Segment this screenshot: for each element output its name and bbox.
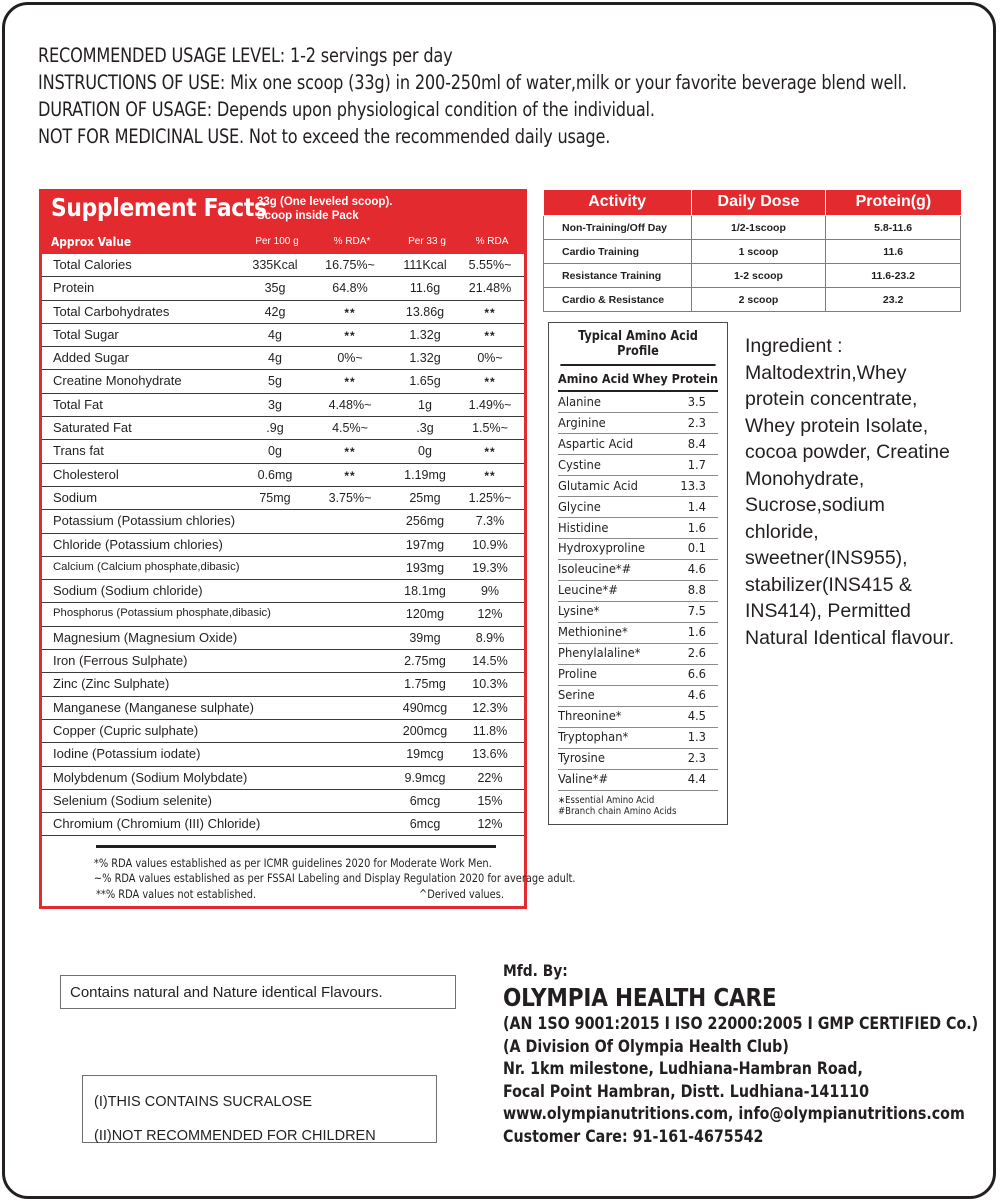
activity-cell-dose: 1-2 scoop — [691, 264, 826, 288]
table-row — [42, 650, 524, 673]
nutrient-value-col4: 1.49%~ — [468, 397, 512, 412]
table-row — [544, 264, 961, 288]
amino-acid-name: Glycine — [558, 499, 601, 515]
nutrient-value-col4: 15% — [477, 793, 503, 808]
footnote-fssai: ~% RDA values established as per FSSAI Labeling and Display Regulation 2020 for average adult. — [93, 871, 576, 885]
serving-size-line1: 33g (One leveled scoop). — [257, 196, 393, 208]
table-row — [42, 277, 524, 300]
nutrient-name: Sodium — [53, 489, 98, 505]
table-row — [42, 324, 524, 347]
table-row — [544, 240, 961, 264]
table-row — [42, 720, 524, 743]
footnote-derived: ^Derived values. — [418, 886, 504, 901]
nutrient-value-col3: 18.1mg — [404, 584, 446, 599]
activity-header-activity: Activity — [544, 190, 692, 216]
nutrient-value-col4: ** — [484, 375, 496, 390]
nutrient-value-col4: 13.6% — [472, 747, 508, 762]
nutrient-value-col3: 19mcg — [406, 747, 444, 762]
nutrient-value-col1: 75mg — [259, 490, 291, 505]
amino-acid-profile-panel — [548, 322, 728, 825]
nutrient-value-col4: 12% — [477, 607, 503, 622]
nutrient-name: Creatine Monohydrate — [53, 373, 182, 389]
amino-acid-name: Lysine* — [558, 604, 600, 620]
nutrient-value-col3: 1g — [418, 397, 432, 412]
supplement-facts-column-headers — [42, 234, 524, 252]
amino-acid-value: 1.6 — [687, 520, 706, 536]
amino-acid-value: 4.6 — [687, 562, 706, 578]
nutrient-value-col4: 1.5%~ — [472, 421, 508, 436]
footnote-icmr: *% RDA values established as per ICMR guidelines 2020 for Moderate Work Men. — [93, 855, 492, 870]
table-row — [42, 464, 524, 487]
nutrient-name: Cholesterol — [53, 466, 119, 482]
usage-line-medicinal: NOT FOR MEDICINAL USE. Not to exceed the recommended daily usage. — [38, 125, 611, 148]
activity-cell-protein: 11.6-23.2 — [826, 264, 961, 288]
nutrient-value-col3: 9.9mcg — [404, 770, 446, 785]
activity-dosage-table — [543, 189, 961, 312]
manufactured-by-label: Mfd. By: — [503, 961, 568, 980]
nutrient-value-col1: 4g — [268, 327, 282, 342]
table-row — [42, 673, 524, 696]
nutrient-value-col4: 7.3% — [475, 514, 505, 529]
amino-acid-name: Glutamic Acid — [558, 478, 638, 494]
amino-acid-name: Hydroxyproline — [558, 541, 646, 557]
list-item — [558, 392, 718, 413]
nutrient-value-col2: ** — [344, 445, 356, 460]
nutrient-value-col3: 0g — [418, 444, 432, 459]
supplement-facts-header — [42, 192, 524, 254]
amino-acid-rows — [558, 392, 718, 791]
nutrient-name: Sodium (Sodium chloride) — [53, 583, 203, 599]
nutrient-value-col3: 6mcg — [409, 793, 441, 808]
nutrient-value-col2: 3.75%~ — [328, 490, 372, 505]
nutrient-value-col3: 256mg — [405, 514, 445, 529]
table-row — [42, 301, 524, 324]
approx-value-label: Approx Value — [51, 234, 132, 249]
activity-header-daily-dose: Daily Dose — [691, 190, 826, 216]
nutrient-value-col4: 8.9% — [475, 630, 505, 645]
amino-acid-name: Isoleucine*# — [558, 562, 632, 578]
table-row — [42, 510, 524, 533]
amino-profile-title: Typical Amino Acid Profile — [560, 329, 715, 366]
nutrient-value-col3: 13.86g — [405, 304, 445, 319]
nutrient-name: Total Calories — [53, 257, 132, 272]
column-header-per-100g: Per 100 g — [255, 236, 299, 247]
amino-acid-value: 4.6 — [687, 688, 706, 704]
list-item — [558, 770, 718, 791]
nutrient-name: Total Fat — [53, 396, 103, 412]
nutrient-value-col3: .3g — [416, 421, 434, 436]
list-item — [558, 644, 718, 665]
nutrient-name: Magnesium (Magnesium Oxide) — [53, 629, 238, 645]
amino-acid-name: Valine*# — [558, 772, 609, 788]
nutrient-value-col2: ** — [344, 468, 356, 483]
list-item — [558, 455, 718, 476]
nutrient-name: Selenium (Sodium selenite) — [53, 792, 212, 808]
amino-acid-name: Tyrosine — [558, 751, 605, 767]
amino-acid-name: Alanine — [558, 394, 602, 410]
nutrient-name: Zinc (Zinc Sulphate) — [53, 676, 170, 692]
nutrient-value-col3: 1.19mg — [404, 467, 446, 482]
amino-acid-name: Threonine* — [558, 709, 622, 725]
nutrient-value-col2: ** — [344, 305, 356, 320]
nutrient-value-col3: 2.75mg — [404, 654, 446, 669]
footnote-not-established: **% RDA values not established. — [96, 886, 257, 901]
list-item — [558, 665, 718, 686]
amino-acid-value: 4.5 — [687, 709, 706, 725]
amino-acid-name: Cystine — [558, 457, 601, 473]
serving-size-line2: Scoop inside Pack — [257, 210, 359, 222]
list-item — [558, 560, 718, 581]
usage-line-instructions: INSTRUCTIONS OF USE: Mix one scoop (33g) in 200-250ml of water,milk or your favorite beverage blend well. — [38, 71, 907, 94]
flavour-statement-text: Contains natural and Nature identical Flavours. — [70, 983, 383, 1001]
table-row — [42, 767, 524, 790]
table-row — [42, 557, 524, 580]
amino-acid-name: Serine — [558, 688, 595, 704]
amino-acid-value: 8.8 — [687, 583, 706, 599]
nutrient-value-col4: 19.3% — [472, 560, 508, 575]
nutrient-name: Added Sugar — [53, 350, 129, 366]
nutrient-value-col4: 14.5% — [472, 654, 508, 669]
amino-acid-name: Histidine — [558, 520, 609, 536]
activity-cell-protein: 11.6 — [826, 240, 961, 264]
nutrient-value-col3: 200mcg — [402, 723, 448, 738]
nutrient-value-col4: 21.48% — [468, 281, 512, 296]
list-item — [558, 539, 718, 560]
company-web-email: www.olympianutritions.com, info@olympianutritions.com — [503, 1104, 965, 1123]
table-row — [42, 254, 524, 277]
table-row — [42, 813, 524, 836]
usage-line-duration: DURATION OF USAGE: Depends upon physiological condition of the individual. — [38, 98, 655, 121]
table-row — [42, 487, 524, 510]
nutrient-name: Iodine (Potassium iodate) — [53, 746, 201, 762]
nutrient-value-col2: 0%~ — [337, 351, 363, 366]
nutrient-value-col4: 10.3% — [472, 677, 508, 692]
activity-header-protein: Protein(g) — [826, 190, 961, 216]
manufacturer-info — [503, 960, 979, 1148]
nutrient-value-col1: 5g — [268, 374, 282, 389]
footnote-divider-rule — [96, 845, 496, 848]
nutrient-name: Iron (Ferrous Sulphate) — [53, 653, 188, 669]
amino-acid-name: Arginine — [558, 415, 606, 431]
nutrient-value-col3: 111Kcal — [403, 258, 447, 272]
list-item — [558, 476, 718, 497]
supplement-facts-title: Supplement Facts — [51, 193, 267, 222]
nutrient-value-col4: ** — [484, 305, 496, 320]
amino-acid-name: Phenylalaline* — [558, 646, 641, 662]
nutrient-value-col1: 4g — [268, 351, 282, 366]
nutrient-value-col1: 0g — [268, 444, 282, 459]
activity-cell-activity: Cardio & Resistance — [544, 288, 692, 312]
list-item — [558, 602, 718, 623]
column-header-per-33g: Per 33 g — [408, 236, 446, 247]
warning-sucralose: (I)THIS CONTAINS SUCRALOSE — [94, 1094, 313, 1110]
nutrient-value-col3: 25mg — [409, 490, 441, 505]
company-name: OLYMPIA HEALTH CARE — [503, 983, 777, 1012]
company-certifications: (AN 1SO 9001:2015 I ISO 22000:2005 I GMP CERTIFIED Co.) — [503, 1014, 979, 1033]
amino-acid-value: 13.3 — [680, 478, 706, 494]
amino-legend-essential: ∗Essential Amino Acid — [558, 794, 655, 806]
activity-cell-dose: 2 scoop — [691, 288, 826, 312]
nutrient-value-col4: 10.9% — [472, 537, 508, 552]
nutrient-value-col4: ** — [484, 468, 496, 483]
nutrient-value-col4: 0%~ — [477, 351, 503, 366]
activity-cell-protein: 5.8-11.6 — [826, 216, 961, 240]
nutrient-name: Saturated Fat — [53, 420, 132, 436]
column-header-rda: % RDA — [475, 236, 509, 247]
table-row — [42, 534, 524, 557]
nutrient-value-col3: 1.32g — [409, 327, 441, 342]
nutrient-name: Total Carbohydrates — [53, 303, 170, 319]
nutrient-value-col1: 335Kcal — [252, 258, 298, 272]
table-row — [544, 288, 961, 312]
nutrient-value-col4: 5.55%~ — [468, 258, 512, 272]
activity-cell-dose: 1 scoop — [691, 240, 826, 264]
amino-acid-value: 1.4 — [687, 499, 706, 515]
list-item — [558, 686, 718, 707]
amino-acid-value: 6.6 — [687, 667, 706, 683]
amino-acid-value: 0.1 — [687, 541, 706, 557]
supplement-facts-footnotes — [42, 845, 576, 903]
amino-acid-name: Aspartic Acid — [558, 436, 634, 452]
table-row — [42, 440, 524, 463]
list-item — [558, 728, 718, 749]
nutrient-value-col4: 1.25%~ — [468, 490, 512, 505]
amino-acid-value: 2.6 — [687, 646, 706, 662]
ingredient-list: Ingredient : Maltodextrin,Whey protein concentrate, Whey protein Isolate, cocoa powder, Creatine Monohydrate, Sucrose,sodium chloride, sweetner(INS955), stabilizer(INS415 & INS414), Permitted Natural Identical flavour. — [745, 335, 955, 649]
nutrient-name: Potassium (Potassium chlories) — [53, 513, 236, 529]
nutrient-value-col1: 42g — [264, 304, 286, 319]
company-division: (A Division Of Olympia Health Club) — [503, 1036, 789, 1056]
list-item — [558, 623, 718, 644]
nutrient-name: Chromium (Chromium (III) Chloride) — [53, 816, 261, 832]
nutrient-value-col3: 1.65g — [409, 374, 441, 389]
amino-acid-value: 2.3 — [687, 415, 706, 431]
nutrient-value-col4: 12.3% — [472, 700, 508, 715]
table-row — [42, 370, 524, 393]
nutrient-value-col3: 39mg — [409, 630, 441, 645]
nutrient-value-col2: ** — [344, 328, 356, 343]
table-row — [42, 627, 524, 650]
nutrient-value-col1: .9g — [266, 421, 284, 436]
warning-box — [82, 1075, 437, 1143]
nutrient-value-col4: 22% — [477, 770, 503, 785]
activity-cell-activity: Resistance Training — [544, 264, 692, 288]
table-row — [42, 417, 524, 440]
warning-children: (II)NOT RECOMMENDED FOR CHILDREN — [94, 1128, 376, 1144]
nutrient-value-col3: 1.75mg — [404, 677, 446, 692]
activity-table-header-row — [544, 190, 961, 216]
amino-header-value: Whey Protein — [632, 371, 718, 386]
nutrient-name: Molybdenum (Sodium Molybdate) — [53, 769, 248, 785]
amino-column-headers — [558, 366, 718, 392]
nutrient-name: Total Sugar — [53, 326, 119, 342]
nutrient-value-col3: 193mg — [405, 560, 445, 575]
amino-acid-value: 7.5 — [687, 604, 706, 620]
amino-acid-value: 2.3 — [687, 751, 706, 767]
nutrient-value-col3: 1.32g — [409, 351, 441, 366]
nutrient-value-col4: 12% — [477, 817, 503, 832]
usage-instructions — [38, 42, 953, 150]
list-item — [558, 581, 718, 602]
nutrient-value-col4: 9% — [480, 584, 500, 599]
nutrient-value-col2: 16.75%~ — [325, 258, 375, 272]
table-row — [42, 580, 524, 603]
nutrient-value-col3: 11.6g — [409, 281, 441, 296]
activity-table-body — [544, 216, 961, 312]
amino-acid-value: 1.3 — [687, 730, 706, 746]
footnote-last-row — [54, 887, 512, 903]
list-item — [558, 707, 718, 728]
company-address-line2: Focal Point Hambran, Distt. Ludhiana-141110 — [503, 1081, 870, 1101]
supplement-facts-panel — [39, 189, 576, 909]
nutrient-value-col4: 11.8% — [472, 723, 508, 738]
nutrient-name: Phosphorus (Potassium phosphate,dibasic) — [53, 607, 271, 620]
list-item — [558, 518, 718, 539]
table-row — [42, 697, 524, 720]
nutrient-name: Copper (Cupric sulphate) — [53, 722, 199, 738]
nutrient-name: Manganese (Manganese sulphate) — [53, 699, 254, 715]
activity-cell-activity: Non-Training/Off Day — [544, 216, 692, 240]
activity-cell-dose: 1/2-1scoop — [691, 216, 826, 240]
amino-acid-value: 3.5 — [687, 394, 706, 410]
nutrient-value-col2: 4.5%~ — [332, 421, 368, 436]
table-row — [42, 394, 524, 417]
list-item — [558, 497, 718, 518]
nutrient-value-col2: 4.48%~ — [328, 397, 372, 412]
customer-care: Customer Care: 91-161-4675542 — [503, 1126, 764, 1146]
list-item — [558, 434, 718, 455]
nutrient-value-col2: 64.8% — [332, 281, 368, 296]
amino-acid-name: Proline — [558, 667, 597, 683]
flavour-statement-box — [60, 975, 456, 1009]
nutrient-name: Calcium (Calcium phosphate,dibasic) — [53, 560, 240, 573]
activity-cell-activity: Cardio Training — [544, 240, 692, 264]
nutrient-value-col3: 6mcg — [409, 817, 441, 832]
amino-acid-name: Tryptophan* — [558, 730, 629, 746]
table-row — [42, 743, 524, 766]
nutrient-name: Trans fat — [53, 443, 104, 459]
supplement-facts-rows — [42, 254, 524, 836]
amino-acid-name: Leucine*# — [558, 583, 618, 599]
amino-legend-bcaa: #Branch chain Amino Acids — [558, 806, 677, 818]
amino-header-name: Amino Acid — [558, 371, 630, 386]
nutrient-value-col3: 197mg — [405, 537, 445, 552]
nutrient-value-col1: 3g — [268, 397, 282, 412]
serving-size-info — [257, 195, 507, 223]
table-row — [42, 347, 524, 370]
column-header-rda-star: % RDA* — [333, 236, 371, 247]
table-row — [42, 790, 524, 813]
nutrient-value-col1: 0.6mg — [257, 467, 293, 482]
list-item — [558, 749, 718, 770]
amino-acid-value: 8.4 — [687, 436, 706, 452]
amino-legend — [558, 791, 718, 818]
amino-acid-name: Methionine* — [558, 625, 628, 641]
company-address-line1: Nr. 1km milestone, Ludhiana-Hambran Road, — [503, 1059, 863, 1078]
table-row — [42, 603, 524, 626]
amino-acid-value: 1.6 — [687, 625, 706, 641]
table-row — [544, 216, 961, 240]
nutrient-value-col4: ** — [484, 445, 496, 460]
activity-cell-protein: 23.2 — [826, 288, 961, 312]
nutrient-name: Chloride (Potassium chlories) — [53, 536, 223, 552]
nutrient-value-col2: ** — [344, 375, 356, 390]
nutrient-value-col4: ** — [484, 328, 496, 343]
nutrient-value-col3: 120mg — [405, 607, 445, 622]
amino-acid-value: 4.4 — [687, 772, 706, 788]
nutrient-value-col1: 35g — [264, 281, 286, 296]
usage-line-recommended: RECOMMENDED USAGE LEVEL: 1-2 servings per day — [38, 44, 453, 67]
list-item — [558, 413, 718, 434]
amino-acid-value: 1.7 — [687, 457, 706, 473]
nutrient-name: Protein — [53, 280, 95, 296]
nutrient-value-col3: 490mcg — [402, 700, 448, 715]
